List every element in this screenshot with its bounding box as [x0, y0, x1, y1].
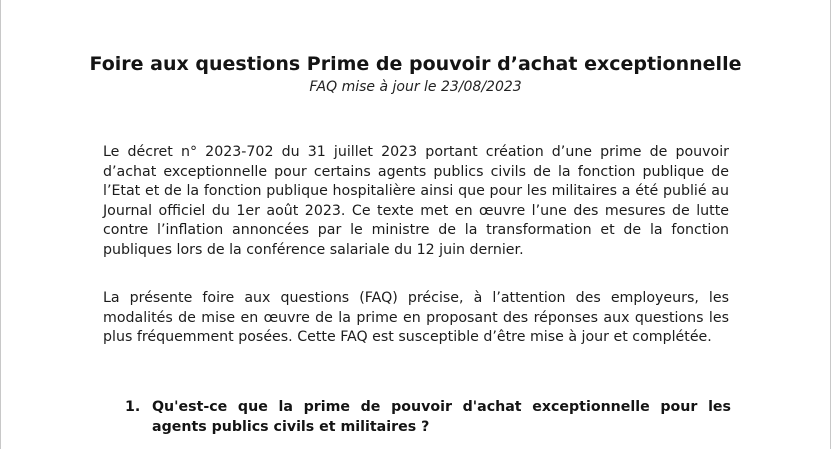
document-title: Foire aux questions Prime de pouvoir d’achat exceptionnelle [89, 53, 742, 75]
faq-question-item [125, 398, 731, 437]
question-text: Qu'est-ce que la prime de pouvoir d'achat exceptionnelle pour les agents publics civils et militaires ? [152, 399, 731, 435]
faq-purpose-paragraph: La présente foire aux questions (FAQ) précise, à l’attention des employeurs, les modalités de mise en œuvre de la prime en proposant des réponses aux questions les plus fréquemment posées. Cette FAQ est susceptible d’être mise à jour et complétée. [103, 290, 729, 346]
question-number: 1. [125, 399, 141, 415]
intro-paragraph: Le décret n° 2023-702 du 31 juillet 2023 portant création d’une prime de pouvoir d’achat exceptionnelle pour certains agents publics civils de la fonction publique de l’Etat et de la fonction publique hospitalière ainsi que pour les militaires a été publié au Journal officiel du 1er août 2023. Ce texte met en œuvre l’une des mesures de lutte contre l’inflation annoncées par le ministre de la transformation et de la fonction publiques lors de la conférence salariale du 12 juin dernier. [103, 144, 729, 258]
document-subtitle: FAQ mise à jour le 23/08/2023 [309, 79, 522, 95]
